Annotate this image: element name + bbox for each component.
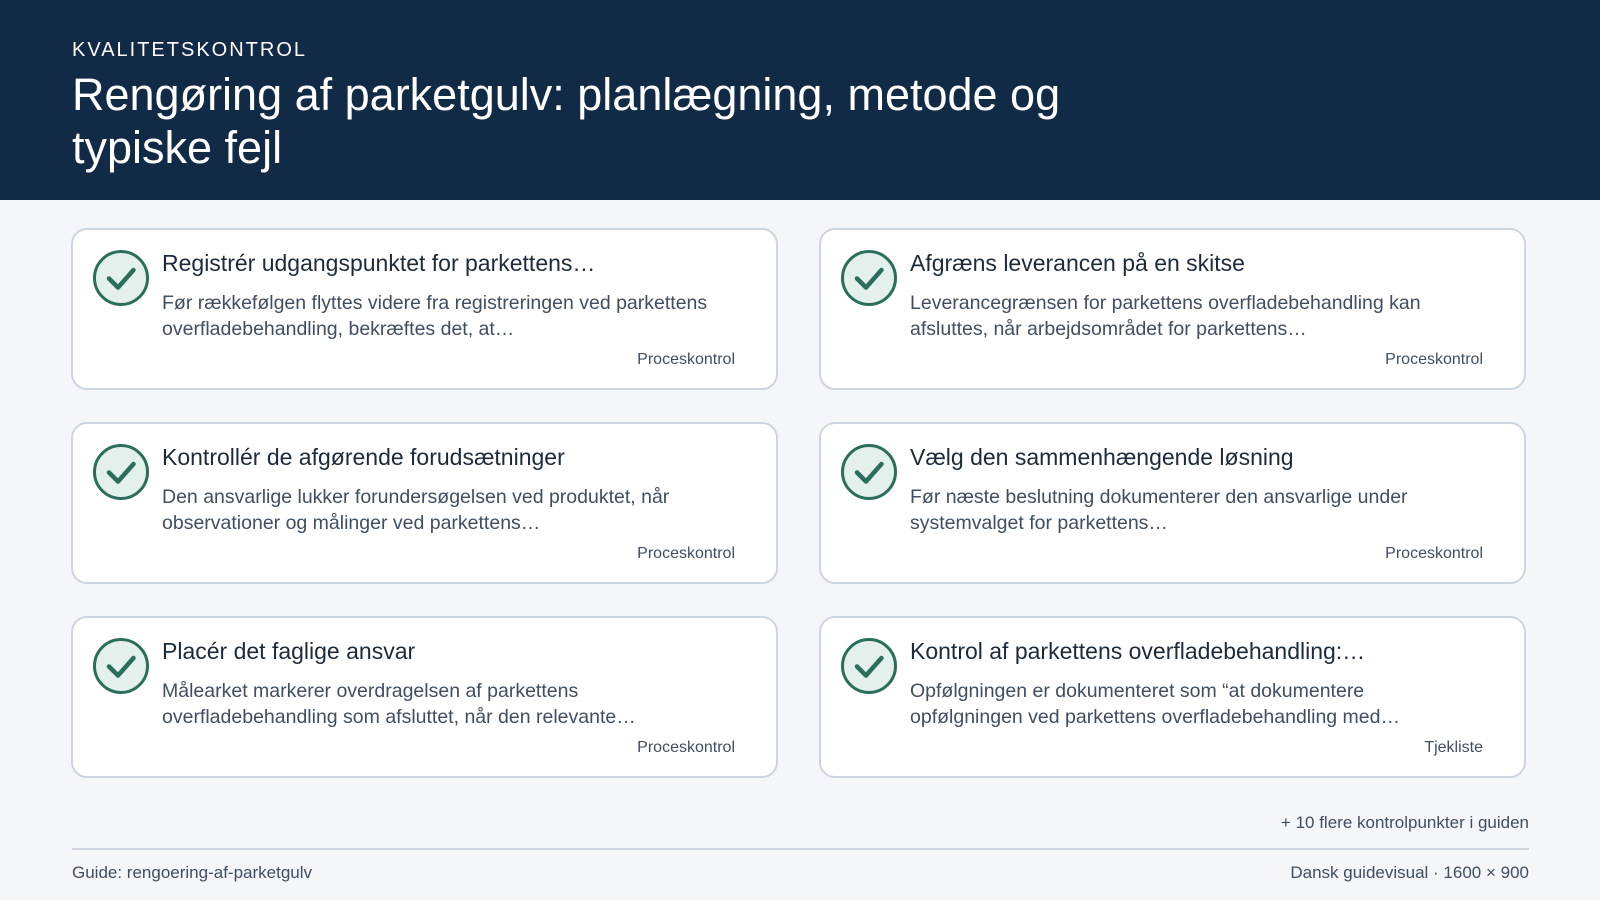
card-description: Før næste beslutning dokumenterer den ansvarlige under systemvalget for parkettens… [910,486,1408,534]
check-circle-icon [840,637,898,695]
check-circle-icon [92,637,150,695]
card-category-tag: Tjekliste [1424,739,1483,756]
checkpoint-card [71,422,778,584]
checkpoint-card [819,616,1526,778]
card-title: Placér det faglige ansvar [162,638,416,664]
card-category-tag: Proceskontrol [637,739,735,756]
more-checkpoints-note: + 10 flere kontrolpunkter i guiden [1280,813,1529,832]
footer-caption: Dansk guidevisual · 1600 × 900 [1290,863,1529,882]
card-description: Den ansvarlige lukker forundersøgelsen ved produktet, når observationer og målinger ved parkettens… [162,486,670,534]
check-circle-icon [92,443,150,501]
card-description: Opfølgningen er dokumenteret som “at dokumentere opfølgningen ved parkettens overfladebehandling med… [910,680,1400,728]
card-description: Leverancegrænsen for parkettens overfladebehandling kan afsluttes, når arbejdsområdet for parkettens… [910,292,1421,340]
checkpoint-card [71,616,778,778]
checkpoint-card [819,228,1526,390]
card-title: Kontrol af parkettens overfladebehandling:… [910,638,1366,664]
check-circle-icon [840,249,898,307]
card-description: Før rækkefølgen flyttes videre fra registreringen ved parkettens overfladebehandling, bekræftes det, at… [162,292,708,340]
footer-divider [72,848,1529,850]
page-title: Rengøring af parketgulv: planlægning, metode og typiske fejl [72,69,1061,173]
checkpoint-card [71,228,778,390]
card-title: Afgræns leverancen på en skitse [910,250,1245,276]
card-category-tag: Proceskontrol [1385,545,1483,562]
card-category-tag: Proceskontrol [637,545,735,562]
card-title: Registrér udgangspunktet for parkettens… [162,250,596,276]
footer-guide-slug: Guide: rengoering-af-parketgulv [72,863,313,882]
check-circle-icon [92,249,150,307]
card-category-tag: Proceskontrol [637,351,735,368]
card-description: Målearket markerer overdragelsen af parkettens overfladebehandling som afsluttet, når den relevante… [162,680,636,728]
check-circle-icon [840,443,898,501]
card-category-tag: Proceskontrol [1385,351,1483,368]
card-title: Vælg den sammenhængende løsning [910,444,1294,470]
section-eyebrow: KVALITETSKONTROL [72,39,308,61]
page-header [0,0,1600,200]
card-title: Kontrollér de afgørende forudsætninger [162,444,565,470]
checkpoint-card [819,422,1526,584]
